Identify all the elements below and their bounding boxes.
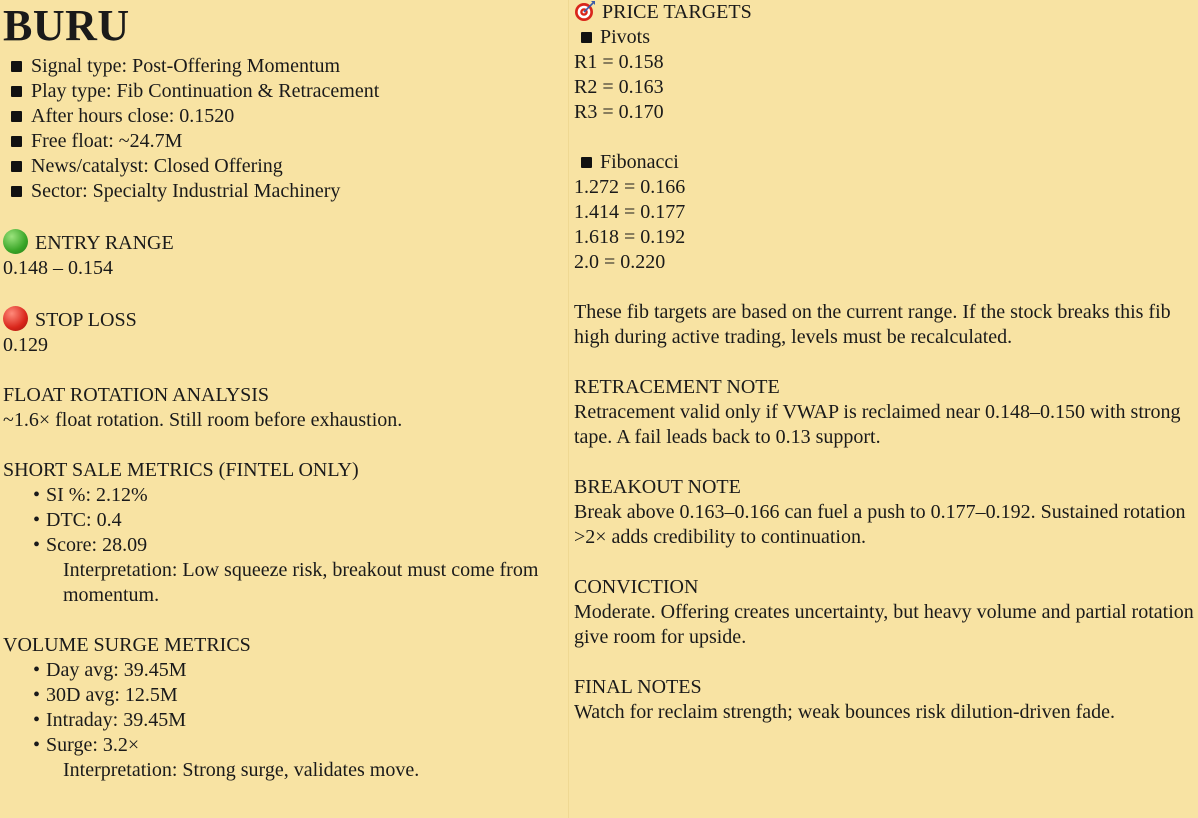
- overview-item: [3, 79, 563, 104]
- short-sale-item: • DTC: 0.4: [3, 508, 563, 533]
- black-square-icon: [11, 136, 22, 147]
- retracement-heading: RETRACEMENT NOTE: [574, 376, 780, 398]
- final-notes-text: Watch for reclaim strength; weak bounces risk dilution-driven fade.: [574, 701, 1115, 723]
- price-targets-heading: [574, 0, 1194, 25]
- stop-value: 0.129: [3, 334, 48, 356]
- green-circle-icon: [3, 229, 28, 254]
- overview-item: [3, 104, 563, 129]
- entry-heading-label: ENTRY RANGE: [35, 232, 174, 254]
- black-square-icon: [11, 161, 22, 172]
- fibonacci-heading: [574, 150, 1194, 175]
- black-square-icon: [11, 61, 22, 72]
- volume-interpretation: Interpretation: Strong surge, validates move.: [63, 759, 420, 781]
- volume-item: • Surge: 3.2×: [3, 733, 563, 758]
- red-circle-icon: [3, 306, 28, 331]
- overview-item: [3, 154, 563, 179]
- entry-value: 0.148 – 0.154: [3, 257, 113, 279]
- black-square-icon: [11, 111, 22, 122]
- overview-label: Play type: Fib Continuation & Retracement: [31, 80, 380, 102]
- left-column: [3, 0, 563, 783]
- pivot-level: R2 = 0.163: [574, 76, 664, 98]
- volume-heading: VOLUME SURGE METRICS: [3, 634, 251, 656]
- overview-label: Sector: Specialty Industrial Machinery: [31, 180, 341, 202]
- final-notes-heading: FINAL NOTES: [574, 676, 702, 698]
- fib-level: 1.414 = 0.177: [574, 201, 686, 223]
- volume-item: • 30D avg: 12.5M: [3, 683, 563, 708]
- overview-label: After hours close: 0.1520: [31, 105, 235, 127]
- black-square-icon: [11, 186, 22, 197]
- short-sale-item: • SI %: 2.12%: [3, 483, 563, 508]
- black-square-icon: [11, 86, 22, 97]
- overview-label: News/catalyst: Closed Offering: [31, 155, 283, 177]
- stop-heading-label: STOP LOSS: [35, 309, 137, 331]
- breakout-text: Break above 0.163–0.166 can fuel a push to 0.177–0.192. Sustained rotation >2× adds credibility to continuation.: [574, 501, 1186, 548]
- right-column: [574, 0, 1194, 725]
- short-sale-heading: SHORT SALE METRICS (FINTEL ONLY): [3, 459, 359, 481]
- overview-label: Signal type: Post-Offering Momentum: [31, 55, 341, 77]
- fib-level: 2.0 = 0.220: [574, 251, 666, 273]
- float-rotation-heading: FLOAT ROTATION ANALYSIS: [3, 384, 270, 406]
- fib-note: These fib targets are based on the current range. If the stock breaks this fib high during active trading, levels must be recalculated.: [574, 301, 1171, 348]
- target-icon: [574, 0, 596, 22]
- pivot-level: R3 = 0.170: [574, 101, 664, 123]
- retracement-text: Retracement valid only if VWAP is reclaimed near 0.148–0.150 with strong tape. A fail leads back to 0.13 support.: [574, 401, 1181, 448]
- entry-heading: [3, 229, 563, 256]
- pivots-heading: [574, 25, 1194, 50]
- pivots-label: Pivots: [600, 26, 651, 48]
- black-square-icon: [581, 32, 592, 43]
- ticker-title: BURU: [3, 1, 130, 50]
- overview-item: [3, 179, 563, 204]
- short-sale-interpretation: Interpretation: Low squeeze risk, breakout must come from momentum.: [63, 559, 539, 606]
- fib-level: 1.618 = 0.192: [574, 226, 686, 248]
- float-rotation-text: ~1.6× float rotation. Still room before exhaustion.: [3, 409, 403, 431]
- volume-item: • Intraday: 39.45M: [3, 708, 563, 733]
- fib-level: 1.272 = 0.166: [574, 176, 686, 198]
- overview-item: [3, 129, 563, 154]
- breakout-heading: BREAKOUT NOTE: [574, 476, 741, 498]
- volume-item: • Day avg: 39.45M: [3, 658, 563, 683]
- fibonacci-label: Fibonacci: [600, 151, 679, 173]
- price-targets-label: PRICE TARGETS: [602, 1, 752, 23]
- black-square-icon: [581, 157, 592, 168]
- conviction-heading: CONVICTION: [574, 576, 699, 598]
- stop-heading: [3, 306, 563, 333]
- conviction-text: Moderate. Offering creates uncertainty, but heavy volume and partial rotation give room for upside.: [574, 601, 1194, 648]
- column-divider: [568, 0, 569, 818]
- pivot-level: R1 = 0.158: [574, 51, 664, 73]
- short-sale-item: • Score: 28.09: [3, 533, 563, 558]
- overview-label: Free float: ~24.7M: [31, 130, 183, 152]
- overview-item: [3, 54, 563, 79]
